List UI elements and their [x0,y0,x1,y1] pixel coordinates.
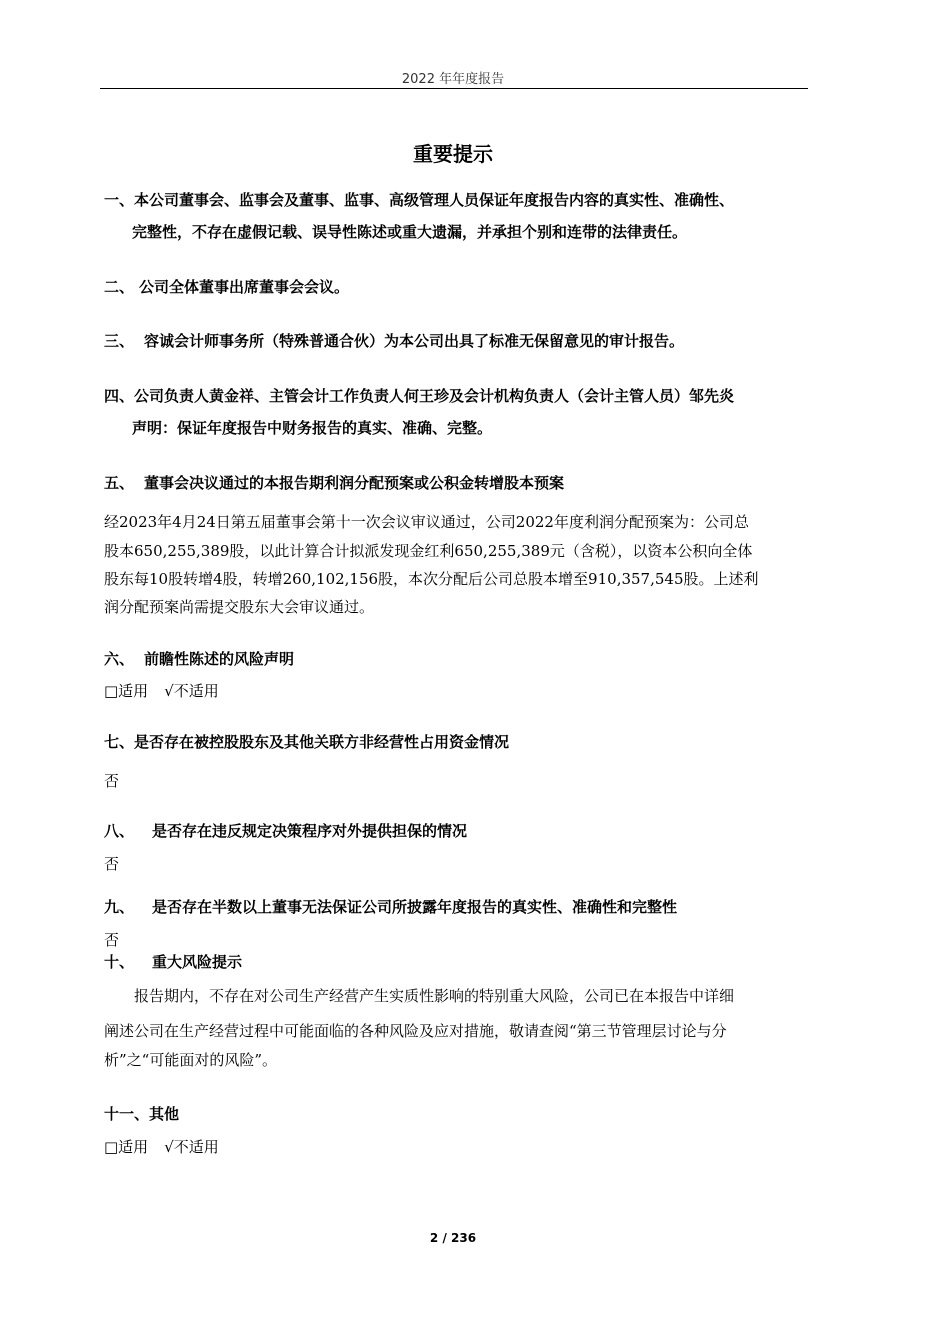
section-8-number: 八、 [104,822,135,840]
section-10-body-line: 阐述公司在生产经营过程中可能面临的各种风险及应对措施，敬请查阅“第三节管理层讨论与分 [104,1022,727,1040]
section-10-title: 十、 重大风险提示 [104,953,243,971]
section-4-line-1: 四、公司负责人黄金祥、主管会计工作负责人何王珍及会计机构负责人（会计主管人员）邹先炎 [104,387,735,405]
section-8-title: 八、 是否存在违反规定决策程序对外提供担保的情况 [104,822,468,840]
option-applicable: □适用 [104,682,149,700]
page-title: 重要提示 [413,142,493,166]
section-9-answer: 否 [104,931,120,949]
section-5-body-line: 股东每10股转增4股，转增260,102,156股，本次分配后公司总股本增至910,357,545股。上述利 [104,570,759,588]
section-10-body-line: 报告期内，不存在对公司生产经营产生实质性影响的特别重大风险，公司已在本报告中详细 [134,987,735,1005]
section-3-number: 三、 [104,332,135,350]
section-6-title: 六、 前瞻性陈述的风险声明 [104,650,295,668]
section-5-body-line: 经2023年4月24日第五届董事会第十一次会议审议通过，公司2022年度利润分配预案为：公司总 [104,513,749,531]
option-not-applicable: √不适用 [164,1138,219,1156]
section-4-number: 四、 [104,387,135,405]
section-6-options [104,681,219,701]
option-not-applicable: √不适用 [164,682,219,700]
section-5-body-line: 润分配预案尚需提交股东大会审议通过。 [104,598,375,616]
section-7-title: 七、是否存在被控股股东及其他关联方非经营性占用资金情况 [104,733,510,751]
section-1-number: 一、 [104,191,135,209]
section-11-options [104,1137,219,1157]
section-5-body-line: 股本650,255,389股，以此计算合计拟派发现金红利650,255,389元（含税），以资本公积向全体 [104,542,753,560]
section-4-line-2: 声明：保证年度报告中财务报告的真实、准确、完整。 [132,419,493,437]
section-3: 三、 容诚会计师事务所（特殊普通合伙）为本公司出具了标准无保留意见的审计报告。 [104,332,685,350]
section-8-answer: 否 [104,855,120,873]
section-9-title: 九、 是否存在半数以上董事无法保证公司所披露年度报告的真实性、准确性和完整性 [104,898,678,916]
section-9-number: 九、 [104,898,135,916]
section-1-line-1: 一、本公司董事会、监事会及董事、监事、高级管理人员保证年度报告内容的真实性、准确性、 [104,191,735,209]
section-11-number: 十一、 [104,1105,150,1123]
section-11-title: 十一、其他 [104,1105,180,1123]
section-10-number: 十、 [104,953,135,971]
section-7-answer: 否 [104,772,120,790]
page-number: 2 / 236 [429,1231,477,1245]
section-5-title: 五、 董事会决议通过的本报告期利润分配预案或公积金转增股本预案 [104,474,565,492]
section-6-number: 六、 [104,650,135,668]
section-7-number: 七、 [104,733,135,751]
option-applicable: □适用 [104,1138,149,1156]
header-rule [100,88,808,89]
section-10-body-line: 析”之“可能面对的风险”。 [104,1051,278,1069]
section-5-number: 五、 [104,474,135,492]
section-2: 二、 公司全体董事出席董事会会议。 [104,278,350,296]
section-1-line-2: 完整性，不存在虚假记载、误导性陈述或重大遗漏，并承担个别和连带的法律责任。 [132,223,688,241]
page-header: 2022 年年度报告 [401,72,505,87]
section-2-number: 二、 [104,278,135,296]
